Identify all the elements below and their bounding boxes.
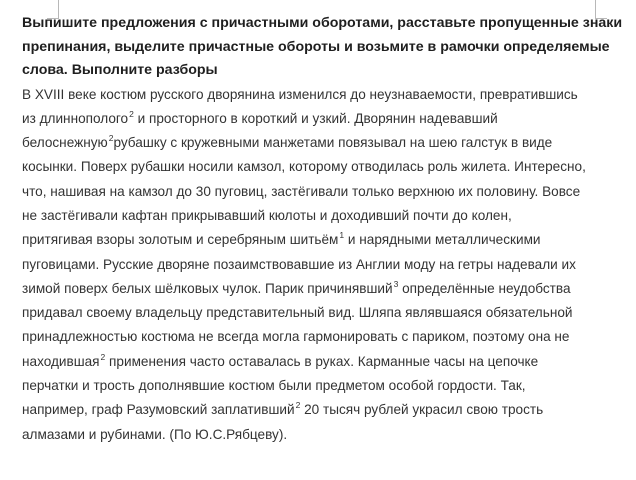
text-segment: и нарядными металлическими <box>344 232 541 248</box>
exercise-text <box>22 83 618 447</box>
text-segment: белоснежную <box>22 135 108 151</box>
text-line: В XVIII веке костюм русского дворянина изменился до неузнаваемости, превратившись <box>22 86 578 102</box>
text-segment: и просторного в короткий и узкий. Дворянин надевавший <box>133 110 498 126</box>
text-line: пуговицами. Русские дворяне позаимствовавшие из Англии моду на гетры надевали их <box>22 256 576 272</box>
text-segment: применения часто оставалась в руках. Карманные часы на цепочке <box>105 353 539 369</box>
text-segment: из длиннополого <box>22 110 129 126</box>
text-line: что, нашивая на камзол до 30 пуговиц, застёгивали только верхнюю их половину. Вовсе <box>22 183 581 199</box>
document-content <box>22 12 623 447</box>
heading-line: Выпишите предложения с причастными оборотами, расставьте пропущенные знаки <box>22 15 623 31</box>
footnote-marker: 3 <box>393 278 399 289</box>
text-segment: 20 тысяч рублей украсил свою трость <box>300 402 544 418</box>
text-line <box>22 107 618 131</box>
footnote-marker: 2 <box>295 400 301 411</box>
text-segment: притягивая взоры золотым и серебряным шитьём <box>22 232 339 248</box>
text-line <box>22 350 618 374</box>
text-line <box>22 131 618 155</box>
text-segment: зимой поверх белых шёлковых чулок. Парик причинявший <box>22 280 393 296</box>
footnote-marker: 2 <box>108 133 114 144</box>
footnote-marker: 2 <box>100 351 106 362</box>
text-segment: определённые неудобства <box>398 280 571 296</box>
footnote-marker: 1 <box>339 230 345 241</box>
text-line <box>22 228 618 252</box>
text-line: придавал своему владельцу представительный вид. Шляпа являвшаяся обязательной <box>22 305 573 321</box>
text-segment: рубашку с кружевными манжетами повязывал на шею галстук в виде <box>113 135 553 151</box>
text-segment: находившая <box>22 353 100 369</box>
heading-line: препинания, выделите причастные обороты и возьмите в рамочки определяемые <box>22 38 610 55</box>
text-segment: например, граф Разумовский заплативший <box>22 402 295 418</box>
text-line: не застёгивали кафтан прикрывавший кюлоты и доходивший почти до колен, <box>22 207 512 223</box>
text-line <box>22 398 618 422</box>
text-line: принадлежностью костюма не всегда могла гармонировать с париком, поэтому она не <box>22 329 570 345</box>
text-line: косынки. Поверх рубашки носили камзол, которому отводилась роль жилета. Интересно, <box>22 159 586 175</box>
task-heading <box>22 12 623 83</box>
text-line: алмазами и рубинами. (По Ю.С.Рябцеву). <box>22 426 288 442</box>
text-line <box>22 277 618 301</box>
text-line: перчатки и трость дополнявшие костюм были предметом особой гордости. Так, <box>22 378 526 394</box>
footnote-marker: 2 <box>129 108 134 119</box>
heading-line: слова. Выполните разборы <box>22 62 218 78</box>
